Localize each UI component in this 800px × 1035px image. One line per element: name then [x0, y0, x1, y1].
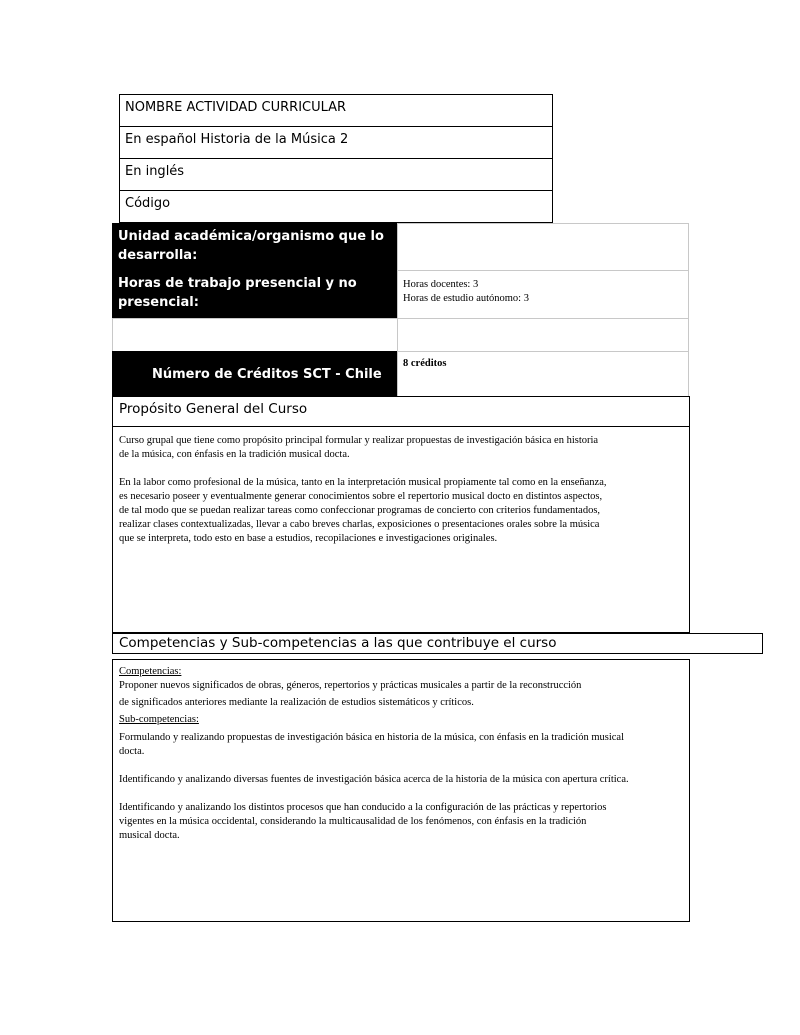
sub-competencia-2: Identificando y analizando diversas fuentes de investigación básica acerca de la historia de la música con apertura crítica.	[119, 774, 629, 785]
sub-competencia-3: Identificando y analizando los distintos procesos que han conducido a la configuración de las prácticas y repertorios vigentes en la música occidental, considerando la multicausalidad de los fenómenos, con énfasis en la tradición musical docta.	[119, 802, 607, 841]
spanish-name-label: En español Historia de la Música 2	[125, 132, 349, 147]
creditos-label-cell	[112, 351, 397, 396]
activity-name-label: NOMBRE ACTIVIDAD CURRICULAR	[125, 100, 347, 115]
unidad-label-cell	[112, 223, 397, 270]
spanish-name-row	[119, 126, 553, 159]
proposito-body	[112, 426, 690, 633]
creditos-value: 8 créditos	[403, 358, 447, 369]
competencias-title: Competencias y Sub-competencias a las que contribuye el curso	[119, 635, 557, 651]
horas-label: Horas de trabajo presencial y no presencial:	[118, 276, 357, 310]
competencias-line-1: Proponer nuevos significados de obras, géneros, repertorios y prácticas musicales a partir de la reconstrucción	[119, 680, 582, 691]
empty-right-cell	[397, 318, 689, 352]
sub-competencia-1: Formulando y realizando propuestas de investigación básica en historia de la música, con énfasis en la tradición musical docta.	[119, 732, 625, 757]
english-name-label: En inglés	[125, 164, 185, 179]
unidad-label: Unidad académica/organismo que lo desarrolla:	[118, 229, 384, 263]
horas-docentes: Horas docentes: 3	[403, 279, 479, 290]
competencias-label: Competencias:	[119, 666, 182, 677]
code-row	[119, 190, 553, 223]
competencias-title-row	[112, 633, 763, 654]
empty-left-cell	[112, 318, 398, 352]
sub-competencias-label: Sub-competencias:	[119, 714, 199, 725]
activity-name-row	[119, 94, 553, 127]
proposito-title: Propósito General del Curso	[119, 401, 308, 417]
creditos-label: Número de Créditos SCT - Chile	[152, 367, 382, 382]
english-name-row	[119, 158, 553, 191]
proposito-title-row	[112, 396, 690, 427]
proposito-paragraph-1: Curso grupal que tiene como propósito principal formular y realizar propuestas de investigación básica en historia de la música, con énfasis en la tradición musical docta.	[119, 435, 599, 460]
code-label: Código	[125, 196, 171, 211]
horas-label-cell	[112, 270, 397, 318]
horas-value-cell	[397, 270, 689, 319]
horas-autonomo: Horas de estudio autónomo: 3	[403, 293, 529, 304]
proposito-paragraph-2: En la labor como profesional de la música, tanto en la interpretación musical propiamente tal como en la enseñanza, es necesario poseer y eventualmente generar conocimientos sobre el repertorio musical docto en distintos aspectos, de tal modo que se puedan realizar tareas como confeccionar programas de concierto con criterios fundamentados, realizar clases contextualizadas, llevar a cabo breves charlas, exposiciones o presentaciones orales sobre la música que se interpreta, todo esto en base a estudios, recopilaciones e investigaciones originales.	[119, 477, 607, 544]
creditos-value-cell	[397, 351, 689, 397]
unidad-value-cell	[397, 223, 689, 271]
competencias-line-2: de significados anteriores mediante la realización de estudios sistemáticos y críticos.	[119, 697, 474, 708]
competencias-body	[112, 659, 690, 922]
